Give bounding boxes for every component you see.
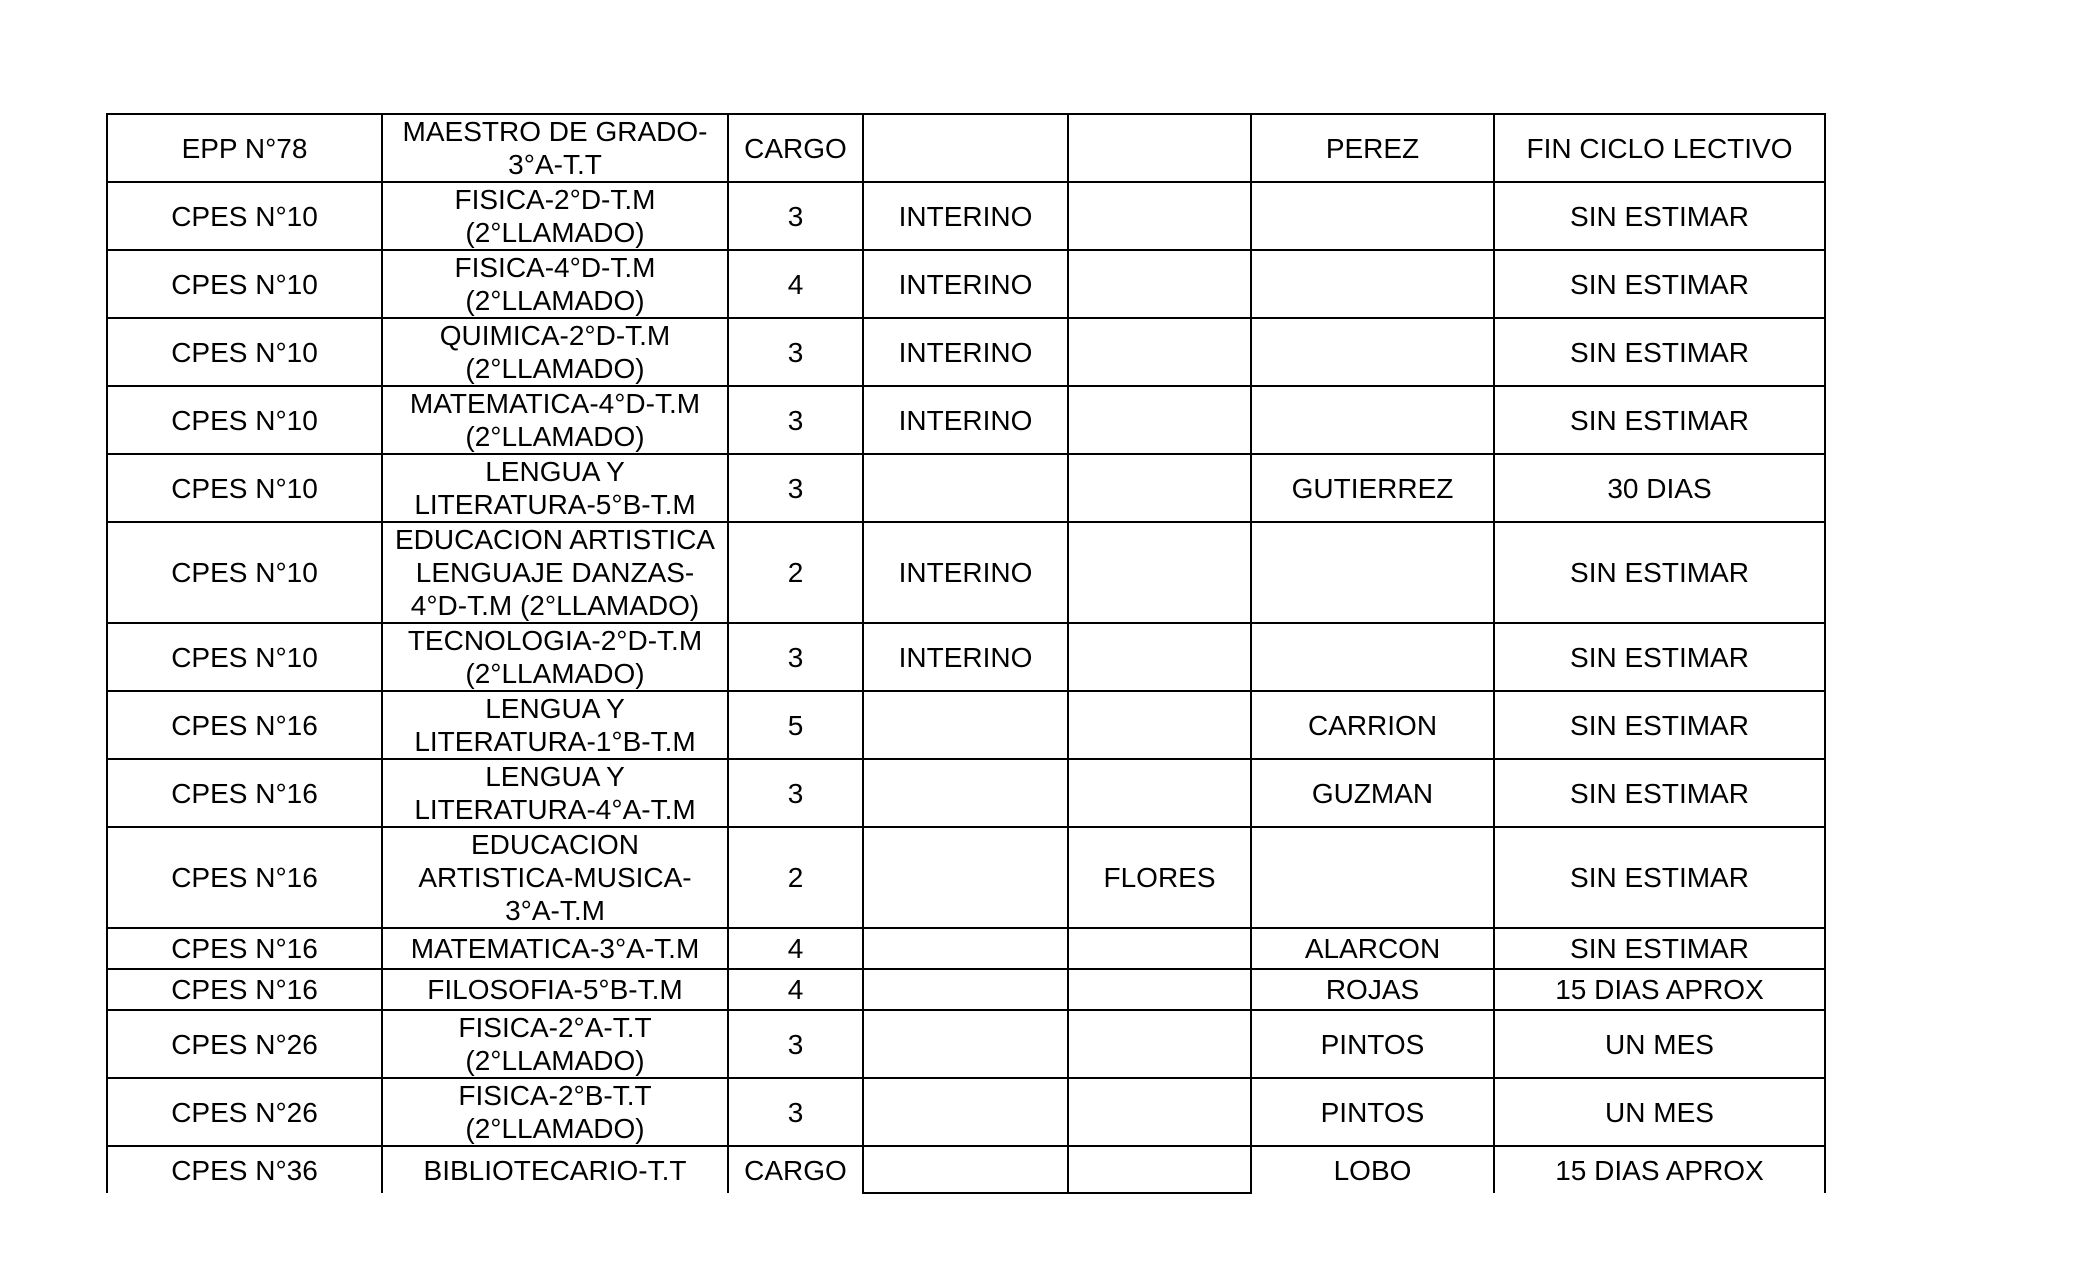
duration-cell: UN MES: [1494, 1010, 1825, 1078]
duration-cell: 30 DIAS: [1494, 454, 1825, 522]
substitute-cell: [1068, 1078, 1251, 1146]
duration-cell: SIN ESTIMAR: [1494, 623, 1825, 691]
subject-cell: FISICA-4°D-T.M (2°LLAMADO): [382, 250, 728, 318]
duration-cell: SIN ESTIMAR: [1494, 182, 1825, 250]
hours-cell: 3: [728, 623, 863, 691]
substitute-cell: FLORES: [1068, 827, 1251, 928]
duration-cell: SIN ESTIMAR: [1494, 691, 1825, 759]
school-cell: CPES N°10: [107, 250, 382, 318]
duration-cell: SIN ESTIMAR: [1494, 250, 1825, 318]
subject-cell: EDUCACION ARTISTICA LENGUAJE DANZAS-4°D-T.M (2°LLAMADO): [382, 522, 728, 623]
teacher-cell: [1251, 827, 1494, 928]
duration-cell: SIN ESTIMAR: [1494, 522, 1825, 623]
subject-cell: MATEMATICA-3°A-T.M: [382, 928, 728, 969]
subject-cell: MATEMATICA-4°D-T.M (2°LLAMADO): [382, 386, 728, 454]
hours-cell: 3: [728, 182, 863, 250]
status-cell: [863, 1146, 1068, 1193]
substitute-cell: [1068, 522, 1251, 623]
school-cell: CPES N°16: [107, 691, 382, 759]
table-row: [107, 827, 1825, 928]
hours-cell: 3: [728, 1078, 863, 1146]
subject-cell: EDUCACION ARTISTICA-MUSICA-3°A-T.M: [382, 827, 728, 928]
status-cell: INTERINO: [863, 386, 1068, 454]
hours-cell: 3: [728, 454, 863, 522]
school-cell: CPES N°10: [107, 182, 382, 250]
teacher-cell: [1251, 318, 1494, 386]
school-cell: CPES N°16: [107, 928, 382, 969]
subject-cell: TECNOLOGIA-2°D-T.M (2°LLAMADO): [382, 623, 728, 691]
teacher-cell: PEREZ: [1251, 114, 1494, 182]
school-cell: CPES N°10: [107, 386, 382, 454]
vacancy-table: [106, 113, 1826, 1194]
school-cell: CPES N°16: [107, 759, 382, 827]
duration-cell: FIN CICLO LECTIVO: [1494, 114, 1825, 182]
table-row: [107, 691, 1825, 759]
substitute-cell: [1068, 759, 1251, 827]
duration-cell: UN MES: [1494, 1078, 1825, 1146]
duration-cell: SIN ESTIMAR: [1494, 928, 1825, 969]
subject-cell: FILOSOFIA-5°B-T.M: [382, 969, 728, 1010]
hours-cell: 2: [728, 522, 863, 623]
substitute-cell: [1068, 928, 1251, 969]
status-cell: [863, 691, 1068, 759]
table-row: [107, 250, 1825, 318]
subject-cell: LENGUA Y LITERATURA-5°B-T.M: [382, 454, 728, 522]
teacher-cell: [1251, 182, 1494, 250]
status-cell: [863, 759, 1068, 827]
teacher-cell: CARRION: [1251, 691, 1494, 759]
table-row: [107, 386, 1825, 454]
substitute-cell: [1068, 1146, 1251, 1193]
substitute-cell: [1068, 250, 1251, 318]
hours-cell: 4: [728, 969, 863, 1010]
table-row: [107, 182, 1825, 250]
school-cell: CPES N°16: [107, 827, 382, 928]
teacher-cell: [1251, 250, 1494, 318]
hours-cell: 3: [728, 759, 863, 827]
substitute-cell: [1068, 623, 1251, 691]
hours-cell: 3: [728, 1010, 863, 1078]
school-cell: CPES N°10: [107, 318, 382, 386]
hours-cell: CARGO: [728, 1146, 863, 1193]
status-cell: [863, 454, 1068, 522]
teacher-cell: [1251, 522, 1494, 623]
substitute-cell: [1068, 454, 1251, 522]
table-row: [107, 1078, 1825, 1146]
subject-cell: LENGUA Y LITERATURA-1°B-T.M: [382, 691, 728, 759]
status-cell: [863, 1010, 1068, 1078]
substitute-cell: [1068, 386, 1251, 454]
table-row: [107, 522, 1825, 623]
status-cell: INTERINO: [863, 318, 1068, 386]
school-cell: CPES N°36: [107, 1146, 382, 1193]
substitute-cell: [1068, 969, 1251, 1010]
substitute-cell: [1068, 318, 1251, 386]
table-row: [107, 623, 1825, 691]
substitute-cell: [1068, 691, 1251, 759]
teacher-cell: ALARCON: [1251, 928, 1494, 969]
hours-cell: 4: [728, 928, 863, 969]
table-row: [107, 1146, 1825, 1193]
table-row: [107, 318, 1825, 386]
duration-cell: SIN ESTIMAR: [1494, 759, 1825, 827]
hours-cell: CARGO: [728, 114, 863, 182]
table-row: [107, 969, 1825, 1010]
teacher-cell: PINTOS: [1251, 1078, 1494, 1146]
substitute-cell: [1068, 114, 1251, 182]
duration-cell: 15 DIAS APROX: [1494, 969, 1825, 1010]
teacher-cell: GUTIERREZ: [1251, 454, 1494, 522]
hours-cell: 5: [728, 691, 863, 759]
school-cell: CPES N°10: [107, 623, 382, 691]
status-cell: [863, 827, 1068, 928]
table-row: [107, 928, 1825, 969]
duration-cell: SIN ESTIMAR: [1494, 827, 1825, 928]
duration-cell: 15 DIAS APROX: [1494, 1146, 1825, 1193]
hours-cell: 4: [728, 250, 863, 318]
teacher-cell: GUZMAN: [1251, 759, 1494, 827]
subject-cell: LENGUA Y LITERATURA-4°A-T.M: [382, 759, 728, 827]
subject-cell: FISICA-2°A-T.T (2°LLAMADO): [382, 1010, 728, 1078]
hours-cell: 3: [728, 386, 863, 454]
school-cell: CPES N°10: [107, 454, 382, 522]
teacher-cell: LOBO: [1251, 1146, 1494, 1193]
status-cell: [863, 928, 1068, 969]
subject-cell: BIBLIOTECARIO-T.T: [382, 1146, 728, 1193]
school-cell: CPES N°26: [107, 1010, 382, 1078]
teacher-cell: [1251, 386, 1494, 454]
status-cell: INTERINO: [863, 250, 1068, 318]
status-cell: INTERINO: [863, 522, 1068, 623]
school-cell: CPES N°26: [107, 1078, 382, 1146]
teacher-cell: [1251, 623, 1494, 691]
subject-cell: MAESTRO DE GRADO-3°A-T.T: [382, 114, 728, 182]
table-row: [107, 759, 1825, 827]
substitute-cell: [1068, 182, 1251, 250]
school-cell: EPP N°78: [107, 114, 382, 182]
teacher-cell: PINTOS: [1251, 1010, 1494, 1078]
duration-cell: SIN ESTIMAR: [1494, 386, 1825, 454]
status-cell: INTERINO: [863, 623, 1068, 691]
table-row: [107, 1010, 1825, 1078]
subject-cell: FISICA-2°B-T.T (2°LLAMADO): [382, 1078, 728, 1146]
substitute-cell: [1068, 1010, 1251, 1078]
subject-cell: QUIMICA-2°D-T.M (2°LLAMADO): [382, 318, 728, 386]
school-cell: CPES N°16: [107, 969, 382, 1010]
status-cell: INTERINO: [863, 182, 1068, 250]
subject-cell: FISICA-2°D-T.M (2°LLAMADO): [382, 182, 728, 250]
status-cell: [863, 114, 1068, 182]
teacher-cell: ROJAS: [1251, 969, 1494, 1010]
status-cell: [863, 1078, 1068, 1146]
hours-cell: 3: [728, 318, 863, 386]
status-cell: [863, 969, 1068, 1010]
table-row: [107, 114, 1825, 182]
hours-cell: 2: [728, 827, 863, 928]
table-row: [107, 454, 1825, 522]
duration-cell: SIN ESTIMAR: [1494, 318, 1825, 386]
school-cell: CPES N°10: [107, 522, 382, 623]
